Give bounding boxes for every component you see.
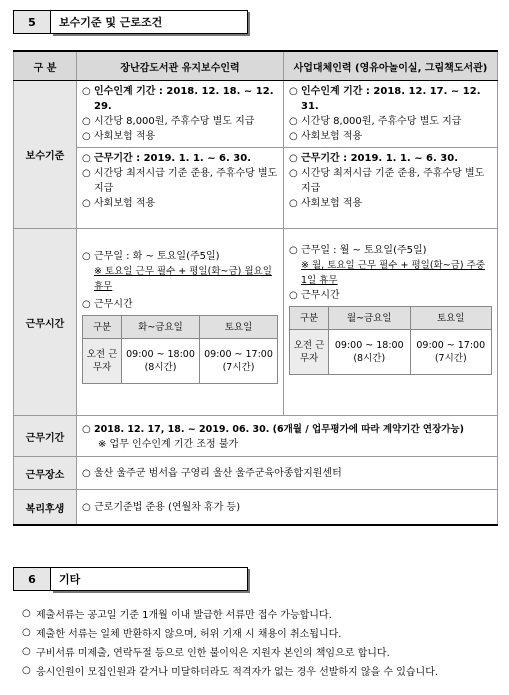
col2-row-shift: 오전 근무자	[290, 330, 329, 375]
item-text: 시간당 8,000원, 주휴수당 별도 지급	[94, 116, 255, 127]
bullet-circle: ○	[82, 153, 91, 164]
pay-category: 보수기준	[14, 81, 77, 229]
bullet-circle: ○	[82, 86, 91, 97]
bullet-circle: ○	[289, 86, 298, 97]
hours-row	[14, 229, 498, 416]
period-row	[14, 416, 498, 457]
col2-th-kind: 구분	[290, 307, 329, 330]
col1-workday-note: ※ 토요일 근무 필수 + 평일(화~금) 월요일 휴무	[94, 266, 272, 292]
period-category: 근무기간	[14, 416, 77, 457]
bullet-circle: ○	[82, 116, 91, 127]
col1-hours-table	[82, 315, 278, 384]
table-header-row	[14, 51, 498, 81]
item-text: : 2018. 12. 17. ~ 12. 31.	[301, 86, 481, 112]
pay-item	[82, 166, 278, 196]
pay-item	[82, 196, 278, 211]
bullet-circle: ○	[289, 198, 298, 209]
pay-col2-period	[284, 148, 497, 214]
pay-item	[289, 129, 492, 144]
bullet-circle: ○	[82, 168, 91, 179]
bullet-circle: ○	[22, 646, 31, 657]
col2-hours-table	[289, 306, 492, 375]
period-dates: ○ 2018. 12. 17, 18. ~ 2019. 06. 30. (6개월 / 업무평가에 따라 계약기간 연장가능)	[82, 424, 464, 435]
header-col2: 사업대체인력 (영유아놀이실, 그림책도서관)	[284, 51, 498, 81]
place-row	[14, 457, 498, 490]
pay-row-bottom	[14, 148, 498, 229]
col2-workday-note: ※ 월, 토요일 근무 필수 + 평일(화~금) 주중 1일 휴무	[301, 260, 485, 286]
col1-th-saturday: 토요일	[200, 316, 278, 339]
bullet-circle: ○	[289, 168, 298, 179]
item-text: 시간당 최저시급 기준 준용, 주휴수당 별도 지급	[301, 168, 485, 194]
section-number: 5	[13, 10, 51, 34]
note-item	[22, 604, 502, 623]
bullet-circle: ○	[289, 116, 298, 127]
item-text: 사회보험 적용	[301, 198, 363, 209]
note-text: 제출서류는 공고일 기준 1개월 이내 발급한 서류만 접수 가능합니다.	[36, 610, 332, 621]
col1-row-shift: 오전 근무자	[83, 339, 122, 384]
col1-hours-label: ○ 근무시간	[82, 299, 133, 310]
section-6-header	[13, 567, 248, 591]
note-text: 구비서류 미제출, 연락두절 등으로 인한 불이익은 지원자 본인의 책임으로 합니다.	[36, 648, 390, 659]
col1-th-weekday: 화~금요일	[122, 316, 200, 339]
period-note: ※ 업무 인수인계 기간 조정 불가	[98, 439, 239, 450]
item-text: 사회보험 적용	[94, 198, 156, 209]
pay-item	[82, 151, 278, 166]
pay-item	[82, 129, 278, 144]
header-category: 구 분	[14, 51, 77, 81]
col1-saturday-hours: 09:00 ~ 17:00 (7시간)	[200, 339, 278, 384]
header-col1: 장난감도서관 유지보수인력	[77, 51, 284, 81]
bullet-circle: ○	[22, 627, 31, 638]
bullet-circle: ○	[82, 131, 91, 142]
pay-item	[289, 114, 492, 129]
section-5-header	[13, 10, 248, 34]
col1-weekday-hours: 09:00 ~ 18:00 (8시간)	[122, 339, 200, 384]
item-text: 사회보험 적용	[94, 131, 156, 142]
section-number: 6	[13, 567, 51, 591]
item-text: 사회보험 적용	[301, 131, 363, 142]
col2-th-saturday: 토요일	[410, 307, 492, 330]
bullet-circle: ○	[22, 608, 31, 619]
welfare-category: 복리후생	[14, 490, 77, 526]
pay-item	[289, 166, 492, 196]
pay-item	[82, 114, 278, 129]
note-item	[22, 623, 502, 642]
col1-th-kind: 구분	[83, 316, 122, 339]
hours-category: 근무시간	[14, 229, 77, 416]
note-item	[22, 661, 502, 680]
section-title: 보수기준 및 근로조건	[51, 10, 248, 34]
item-text: 시간당 최저시급 기준 준용, 주휴수당 별도 지급	[94, 168, 278, 194]
pay-item	[82, 84, 278, 114]
col2-weekday-hours: 09:00 ~ 18:00 (8시간)	[329, 330, 411, 375]
place-category: 근무장소	[14, 457, 77, 490]
pay-item	[289, 84, 492, 114]
welfare-row	[14, 490, 498, 526]
col1-workday: ○ 근무일 : 화 ~ 토요일(주5일)	[82, 251, 220, 262]
pay-item	[289, 151, 492, 166]
item-text: 시간당 8,000원, 주휴수당 별도 지급	[301, 116, 462, 127]
col2-saturday-hours: 09:00 ~ 17:00 (7시간)	[410, 330, 492, 375]
note-item	[22, 642, 502, 661]
welfare-text: ○ 근로기준법 준용 (연월차 휴가 등)	[82, 501, 241, 513]
note-text: 응시인원이 모집인원과 같거나 미달하더라도 적격자가 없는 경우 선발하지 않을 수 있습니다.	[36, 667, 439, 678]
item-text: : 2018. 12. 18. ~ 12. 29.	[94, 86, 274, 112]
col2-th-weekday: 월~금요일	[329, 307, 411, 330]
section-title: 기타	[51, 567, 248, 591]
note-text: 제출한 서류는 일체 반환하지 않으며, 허위 기재 시 채용이 취소됩니다.	[36, 629, 342, 640]
pay-item	[289, 196, 492, 211]
bullet-circle: ○	[22, 665, 31, 676]
place-text: ○ 울산 울주군 범서읍 구영리 울산 울주군육아종합지원센터	[82, 467, 342, 479]
item-heading: 인수인계 기간	[94, 86, 156, 97]
pay-row-top	[14, 81, 498, 148]
item-heading: 근무기간	[301, 153, 340, 164]
item-text: : 2019. 1. 1. ~ 6. 30.	[339, 153, 459, 164]
bullet-circle: ○	[289, 131, 298, 142]
item-text: : 2019. 1. 1. ~ 6. 30.	[132, 153, 252, 164]
notes-list	[22, 604, 502, 680]
conditions-table	[13, 50, 498, 526]
bullet-circle: ○	[289, 153, 298, 164]
col2-workday: ○ 근무일 : 월 ~ 토요일(주5일)	[289, 245, 427, 256]
pay-col1-transition	[77, 81, 283, 147]
col2-hours-label: ○ 근무시간	[289, 290, 340, 301]
bullet-circle: ○	[82, 198, 91, 209]
item-heading: 인수인계 기간	[301, 86, 363, 97]
pay-col1-period	[77, 148, 283, 214]
item-heading: 근무기간	[94, 153, 133, 164]
pay-col2-transition	[284, 81, 497, 147]
